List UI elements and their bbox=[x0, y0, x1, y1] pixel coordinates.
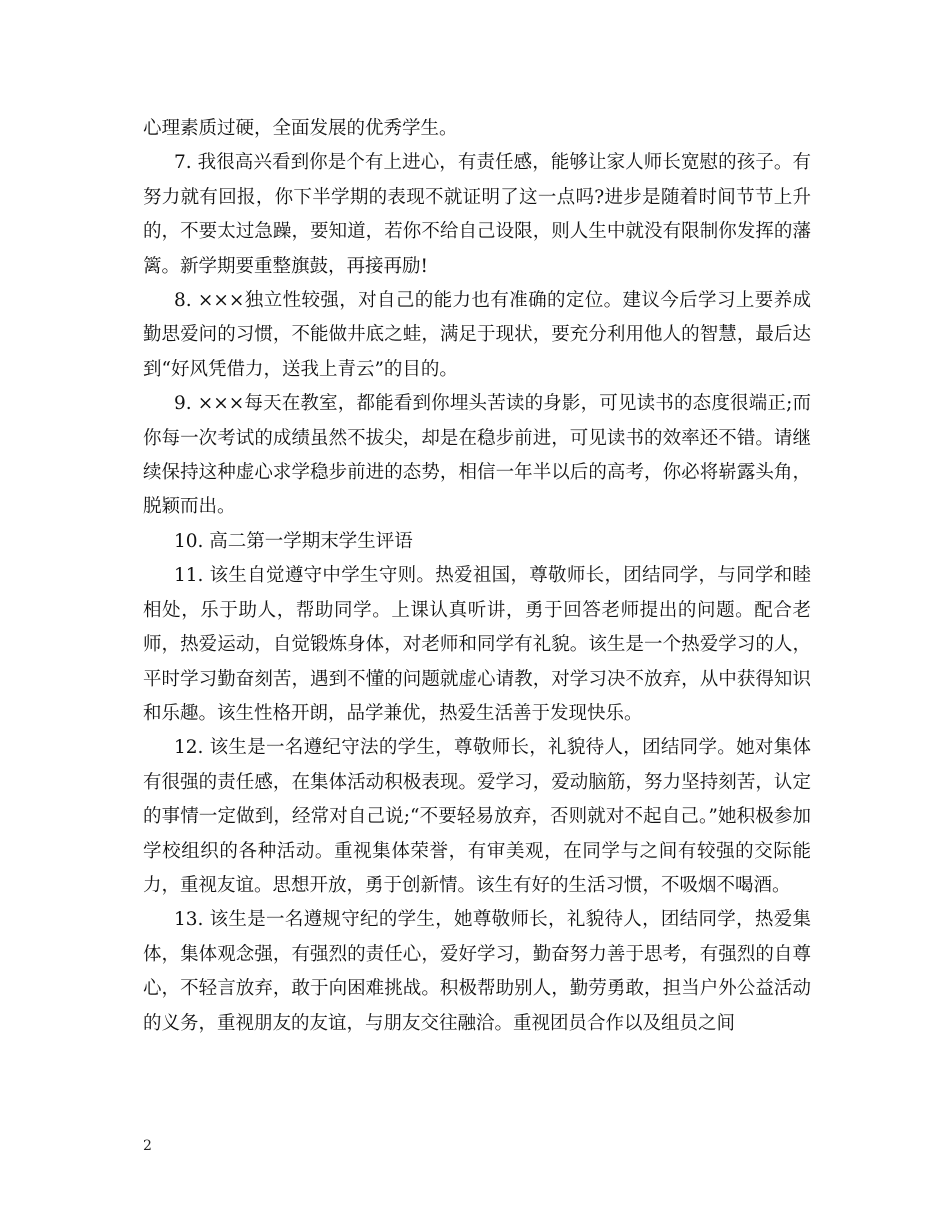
paragraph-item-9: 9. ×××每天在教室，都能看到你埋头苦读的身影，可见读书的态度很端正;而你每一次考试的成绩虽然不拔尖，却是在稳步前进，可见读书的效率还不错。请继续保持这种虚心求学稳步前进的态势，相信一年半以后的高考，你必将崭露头角，脱颖而出。 bbox=[143, 393, 811, 518]
paragraph-item-8: 8. ×××独立性较强，对自己的能力也有准确的定位。建议今后学习上要养成勤思爱问的习惯，不能做井底之蛙，满足于现状，要充分利用他人的智慧，最后达到“好风凭借力，送我上青云”的目的。 bbox=[143, 290, 811, 380]
document-body bbox=[143, 112, 811, 1041]
paragraph-continuation: 心理素质过硬，全面发展的优秀学生。 bbox=[143, 118, 458, 139]
paragraph-item-12: 12. 该生是一名遵纪守法的学生，尊敬师长，礼貌待人，团结同学。她对集体有很强的责任感，在集体活动积极表现。爱学习，爱动脑筋，努力坚持刻苦，认定的事情一定做到，经常对自己说;“不要轻易放弃，否则就对不起自己。”她积极参加学校组织的各种活动。重视集体荣誉，有审美观，在同学与之间有较强的交际能力，重视友谊。思想开放，勇于创新情。该生有好的生活习惯，不吸烟不喝酒。 bbox=[143, 737, 811, 896]
paragraph-item-7: 7. 我很高兴看到你是个有上进心，有责任感，能够让家人师长宽慰的孩子。有努力就有回报，你下半学期的表现不就证明了这一点吗?进步是随着时间节节上升的，不要太过急躁，要知道，若你不给自己设限，则人生中就没有限制你发挥的藩篱。新学期要重整旗鼓，再接再励! bbox=[143, 152, 811, 277]
page-number: 2 bbox=[143, 1138, 152, 1154]
paragraph-item-10-heading: 10. 高二第一学期末学生评语 bbox=[174, 530, 413, 552]
paragraph-item-13: 13. 该生是一名遵规守纪的学生，她尊敬师长，礼貌待人，团结同学，热爱集体，集体观念强，有强烈的责任心，爱好学习，勤奋努力善于思考，有强烈的自尊心，不轻言放弃，敢于向困难挑战。积极帮助别人，勤劳勇敢，担当户外公益活动的义务，重视朋友的友谊，与朋友交往融洽。重视团员合作以及组员之间 bbox=[143, 909, 811, 1034]
paragraph-item-11: 11. 该生自觉遵守中学生守则。热爱祖国，尊敬师长，团结同学，与同学和睦相处，乐于助人，帮助同学。上课认真听讲，勇于回答老师提出的问题。配合老师，热爱运动，自觉锻炼身体，对老师和同学有礼貌。该生是一个热爱学习的人，平时学习勤奋刻苦，遇到不懂的问题就虚心请教，对学习决不放弃，从中获得知识和乐趣。该生性格开朗，品学兼优，热爱生活善于发现快乐。 bbox=[143, 565, 811, 724]
